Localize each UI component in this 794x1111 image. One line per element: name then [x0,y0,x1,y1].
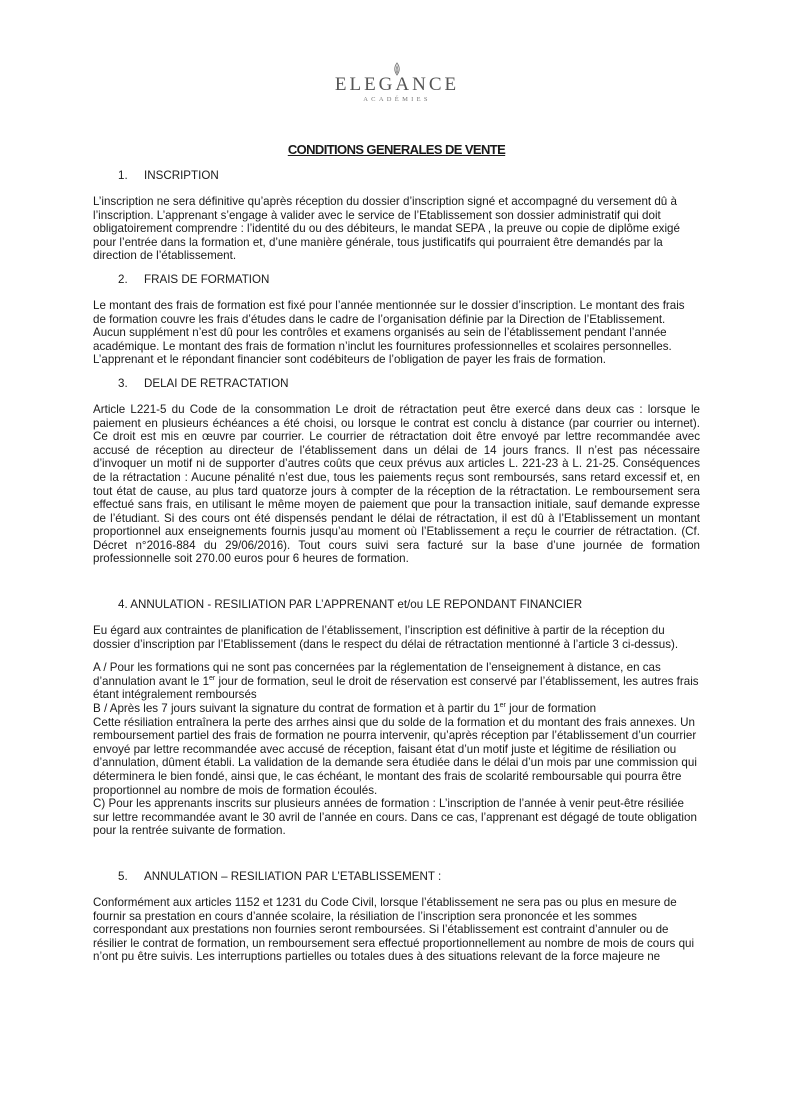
section-1-paragraph: L’inscription ne sera définitive qu’après réception du dossier d’inscription signé et accompagné du versement dû à l’inscription. L’apprenant s’engage à valider avec le service de l’Etablissement son dossier administratif qui doit obligatoirement comprendre : l’identité du ou des débiteurs, le mandat SEPA , la preuve ou copie de diplôme exigé pour l’entrée dans la formation et, d’une manière générale, tous justificatifs qui pourraient être demandés par la direction de l’établissement. [93,195,680,263]
section-number: 1. [118,169,128,182]
logo-subtitle: ACADÉMIES [363,96,431,103]
section-title: FRAIS DE FORMATION [144,272,270,286]
section-1-heading [93,169,700,182]
section-4-clause-a [93,661,700,702]
section-4-heading: 4. ANNULATION - RESILIATION PAR L’APPRENANT et/ou LE REPONDANT FINANCIER [118,598,583,612]
section-5-heading [93,870,700,883]
section-number: 2. [118,272,128,286]
section-4-clause-b [93,702,700,716]
section-2-paragraph: Le montant des frais de formation est fixé pour l’année mentionnée sur le dossier d’inscription. Le montant des frais de formation couvre les frais d’études dans le cadre de l’organisation définie par la Direction de l’Etablissement. Aucun supplément n’est dû pour les contrôles et examens organisés au sein de l’établissement pendant l’année académique. Le montant des frais de formation n’inclut les fournitures professionnelles et scolaires personnelles. L’apprenant et le répondant financier sont codébiteurs de l’obligation de payer les frais de formation. [93,298,685,367]
spacer [93,576,700,590]
page-title: CONDITIONS GENERALES DE VENTE [287,142,506,157]
section-4-clause-c: C) Pour les apprenants inscrits sur plusieurs années de formation : L’inscription de l’année à venir peut-être résiliée sur lettre recommandée avant le 30 avril de l’année en cours. Dans ce cas, l’apprenant est dégagé de toute obligation pour la rentrée suivante de formation. [93,797,697,838]
clause-b-text: B / Après les 7 jours suivant la signature du contrat de formation et à partir du 1 [93,702,500,716]
logo-name: ELEGANCE [334,74,460,95]
document-body [93,142,700,974]
section-number: 5. [118,869,128,883]
ordinal-suffix: er [499,702,506,710]
clause-b-text-end: jour de formation [505,702,597,716]
brand-logo [0,62,794,104]
section-4-intro: Eu égard aux contraintes de planification de l’établissement, l’inscription est définitive à partir de la réception du dossier d’inscription par l’Etablissement (dans le respect du délai de rétractation mentionné à l’article 3 ci-dessus). [93,624,679,651]
section-title: INSCRIPTION [144,169,219,182]
section-2-heading [93,273,700,286]
section-3-paragraph: Article L221-5 du Code de la consommation Le droit de rétractation peut être exercé dans deux cas : lorsque le paiement en plusieurs échéances a été choisi, ou lorsque le contrat est conclu à distance (par courrier ou internet). Ce droit est mis en œuvre par courrier. Le courrier de rétractation doit être envoyé par lettre recommandée avec accusé de réception au directeur de l’établissement dans un délai de 14 jours francs. Il n’est pas nécessaire d’invoquer un motif ni de supporter d’autres coûts que ceux prévus aux articles L. 221-23 à L. 21-25. Conséquences de la rétractation : Aucune pénalité n’est due, tous les paiements reçus sont remboursés, sans retard excessif et, en tout état de cause, au plus tard quatorze jours à compter de la réception de la rétractation. Le remboursement sera effectué sans frais, en utilisant le même moyen de paiement que pour la transaction initiale, sauf demande expresse de l’étudiant. Si des cours ont été dispensés pendant le délai de rétractation, il est dû à l’Etablissement un montant proportionnel aux enseignements fournis jusqu’au moment où l’Etablissement a reçu le courrier de rétractation. (Cf. Décret n°2016-884 du 29/06/2016). Tout cours suivi sera facturé sur la base d’une journée de formation professionnelle soit 270.00 euros pour 6 heures de formation. [93,402,700,566]
section-title: ANNULATION – RESILIATION PAR L’ETABLISSEMENT : [144,869,442,883]
spacer [93,848,700,862]
section-4-clause-b-detail: Cette résiliation entraînera la perte des arrhes ainsi que du solde de la formation et du montant des frais annexes. Un remboursement partiel des frais de formation ne pourra intervenir, qu’après réception par l’établissement d’un courrier envoyé par lettre recommandée avec accusé de réception, faisant état d’un motif juste et légitime de résiliation ou d’annulation, dûment établi. La validation de la demande sera étudiée dans le délai d’un mois par une commission qui déterminera le bien fondé, ainsi que, le cas échéant, le montant des frais de scolarité remboursable qui pourra être proportionnel au nombre de mois de formation écoulés. [93,715,697,797]
section-3-heading [93,377,700,390]
clause-a-text: A / Pour les formations qui ne sont pas concernées par la réglementation de l’enseignement à distance, en cas d’annulation avant le 1 [93,661,661,688]
ordinal-suffix: er [209,674,216,682]
section-title: DELAI DE RETRACTATION [144,376,289,390]
clause-a-text-end: jour de formation, seul le droit de réservation est conservé par l’établissement, les autres frais étant intégralement remboursés [93,674,699,702]
section-5-paragraph: Conformément aux articles 1152 et 1231 du Code Civil, lorsque l’établissement ne sera pas ou plus en mesure de fournir sa prestation en cours d’année scolaire, la résiliation de l’inscription sera prononcée et les sommes correspondant aux prestations non fournies seront remboursées. Si l’établissement est contraint d’annuler ou de résilier le contrat de formation, un remboursement sera effectué proportionnellement au nombre de mois de cours qui n’ont pu être suivis. Les interruptions partielles ou totales dues à des situations relevant de la force majeure ne [93,895,695,964]
section-number: 3. [118,376,128,390]
